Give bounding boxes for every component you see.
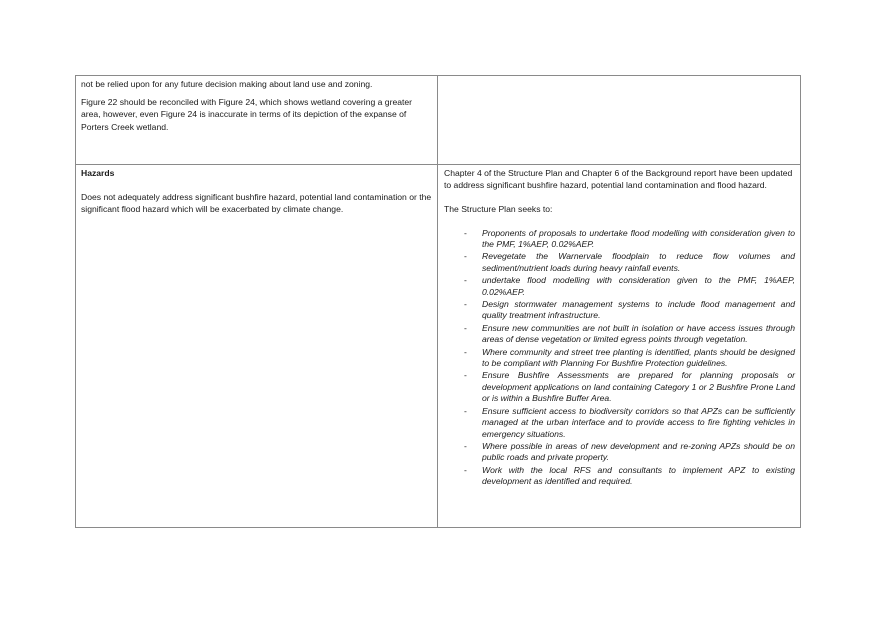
list-item-text: Design stormwater management systems to include flood management and quality treatment infrastructure. — [482, 299, 795, 321]
list-item — [464, 440, 795, 464]
list-item-text: Ensure new communities are not built in isolation or have access issues through areas of dense vegetation or limited egress points through vegetation. — [482, 322, 795, 345]
dash-bullet-icon: - — [464, 251, 467, 262]
submission-cell — [76, 165, 438, 527]
section-heading: Hazards — [81, 168, 115, 178]
comments-response-table — [75, 75, 801, 528]
list-item — [464, 370, 795, 404]
list-item-text: Work with the local RFS and consultants to implement APZ to existing development as identified and required. — [482, 464, 795, 487]
list-item — [464, 227, 795, 251]
list-item — [464, 275, 795, 298]
list-item-text: Ensure sufficient access to biodiversity corridors so that APZs can be sufficiently managed at the urban interface and to provide access to fire fighting vehicles in emergency situations. — [482, 405, 795, 439]
dash-bullet-icon: - — [464, 464, 467, 475]
dash-bullet-icon: - — [464, 346, 467, 357]
response-paragraph: Chapter 4 of the Structure Plan and Chapter 6 of the Background report have been updated to address significant bushfire hazard, potential land contamination and flood hazard. — [444, 168, 793, 191]
table-row — [76, 165, 800, 527]
dash-bullet-icon: - — [464, 299, 467, 310]
dash-bullet-icon: - — [464, 322, 467, 333]
list-item-text: undertake flood modelling with consideration given to the PMF, 1%AEP, 0.02%AEP. — [482, 275, 795, 297]
list-item — [464, 322, 795, 346]
list-item — [464, 405, 795, 440]
dash-bullet-icon: - — [464, 405, 467, 416]
response-cell — [438, 165, 800, 527]
dash-bullet-icon: - — [464, 227, 467, 238]
list-item — [464, 346, 795, 370]
list-item-text: Ensure Bushfire Assessments are prepared for planning proposals or development applications on land containing Category 1 or 2 Bushfire Prone Land or is within a Bushfire Buffer Area. — [482, 370, 795, 404]
list-item-text: Where community and street tree planting is identified, plants should be designed to be compliant with Planning For Bushfire Protection guidelines. — [482, 346, 795, 369]
dash-bullet-icon: - — [464, 440, 467, 451]
list-item — [464, 251, 795, 274]
submission-paragraph: Figure 22 should be reconciled with Figure 24, which shows wetland covering a greater area, however, even Figure 24 is inaccurate in terms of its depiction of the expanse of Porters Creek wetland. — [81, 97, 413, 132]
dash-bullet-icon: - — [464, 275, 467, 286]
dash-bullet-icon: - — [464, 370, 467, 381]
list-item-text: Revegetate the Warnervale floodplain to reduce flow volumes and sediment/nutrient loads during heavy rainfall events. — [482, 251, 795, 273]
submission-paragraph: not be relied upon for any future decision making about land use and zoning. — [81, 79, 373, 89]
submission-paragraph: Does not adequately address significant bushfire hazard, potential land contamination or the significant flood hazard which will be exacerbated by climate change. — [81, 192, 432, 215]
list-item-text: Proponents of proposals to undertake flood modelling with consideration given to the PMF, 1%AEP, 0.02%AEP. — [482, 227, 795, 250]
submission-cell — [76, 76, 438, 164]
list-item — [464, 464, 795, 488]
response-cell — [438, 76, 800, 164]
list-item-text: Where possible in areas of new development and re-zoning APZs should be on public roads and private property. — [482, 440, 795, 463]
table-row — [76, 76, 800, 165]
list-item — [464, 299, 795, 322]
response-paragraph: The Structure Plan seeks to: — [444, 204, 553, 215]
strategy-bullet-list — [444, 228, 795, 488]
